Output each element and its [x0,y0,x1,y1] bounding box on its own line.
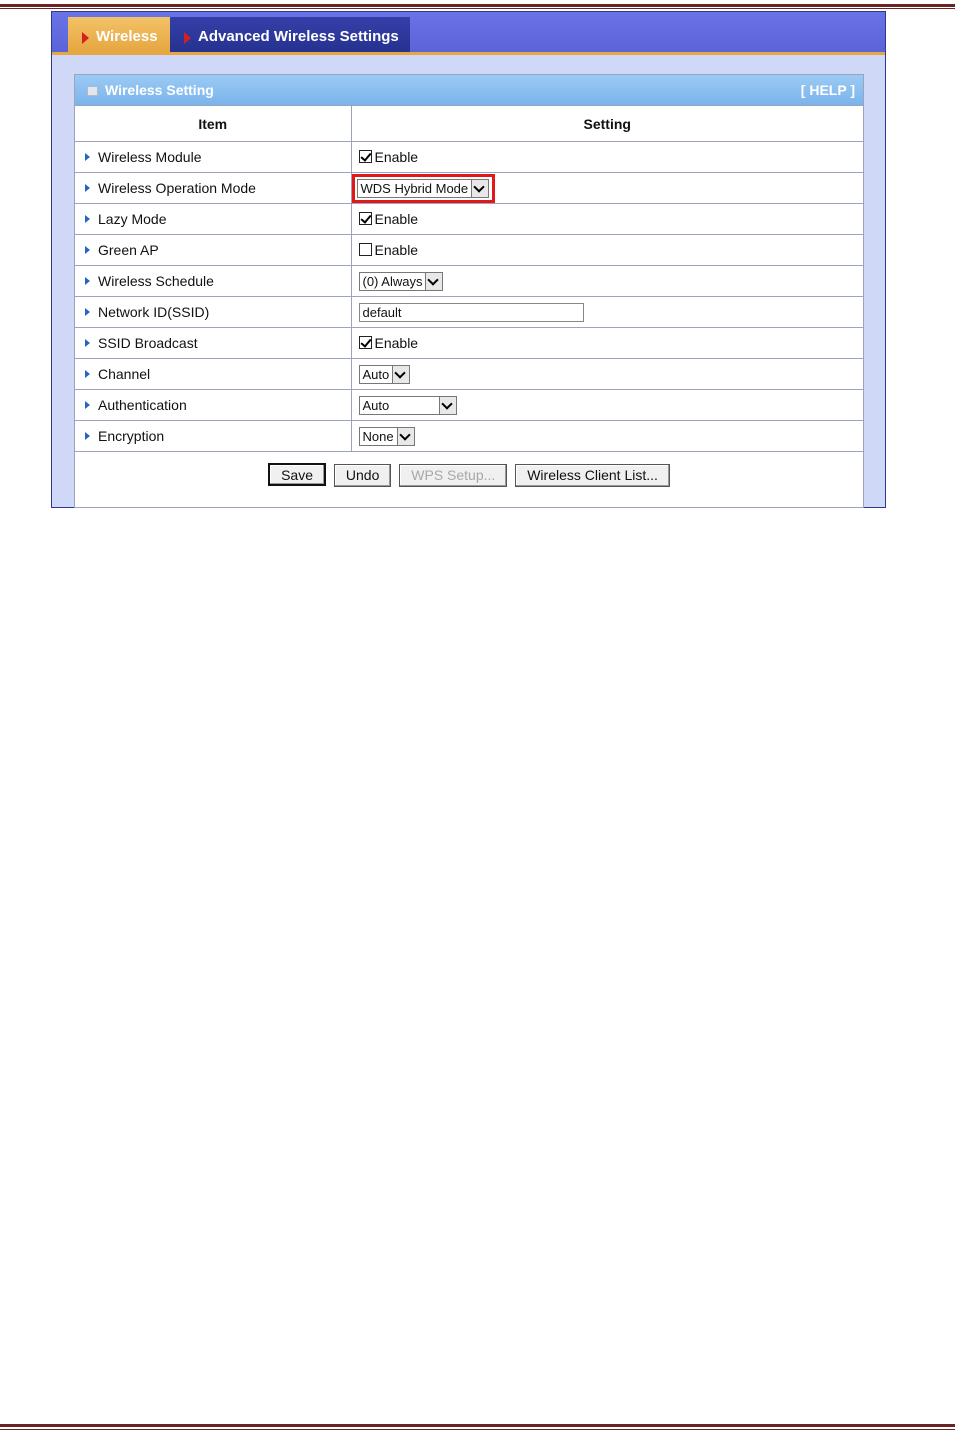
row-wireless-schedule [75,266,863,297]
row-label: Network ID(SSID) [98,304,210,320]
row-label: Encryption [98,428,165,444]
row-arrow-icon [85,339,90,347]
row-arrow-icon [85,184,90,192]
row-encryption [75,421,863,452]
row-arrow-icon [85,370,90,378]
row-green-ap [75,235,863,266]
select-value: (0) Always [362,273,423,289]
highlight-box [352,174,496,203]
checkbox-label: Enable [374,242,419,258]
ssid-input[interactable]: default [359,303,584,322]
row-label: Wireless Schedule [98,273,214,289]
panel-bullet-icon [87,86,98,96]
encryption-select[interactable] [359,427,415,446]
tab-advanced-label: Advanced Wireless Settings [198,28,399,45]
router-screenshot-frame [51,11,886,508]
tab-bar [52,12,885,55]
row-label: Channel [98,366,151,382]
button-row [75,452,863,498]
chevron-down-icon[interactable] [392,366,409,383]
ssid-broadcast-checkbox[interactable] [359,336,372,349]
select-value: WDS Hybrid Mode [360,180,469,196]
page-bottom-rule [0,1424,955,1427]
select-value: Auto [362,366,390,382]
column-header-item: Item [75,106,351,142]
row-arrow-icon [85,308,90,316]
row-arrow-icon [85,246,90,254]
row-label: Lazy Mode [98,211,167,227]
checkbox-label: Enable [374,211,419,227]
chevron-down-icon[interactable] [471,180,488,197]
row-operation-mode [75,173,863,204]
wireless-setting-panel [74,74,864,508]
row-arrow-icon [85,277,90,285]
table-header-row [75,106,863,142]
page-top-rule [0,4,955,7]
row-wireless-module [75,142,863,173]
row-arrow-icon [85,153,90,161]
wireless-client-list-button[interactable]: Wireless Client List... [515,464,670,487]
row-channel [75,359,863,390]
tab-wireless[interactable] [68,17,170,52]
chevron-down-icon[interactable] [425,273,442,290]
green-ap-checkbox[interactable] [359,243,372,256]
save-button[interactable]: Save [268,463,326,486]
row-lazy-mode [75,204,863,235]
checkbox-label: Enable [374,149,419,165]
wireless-module-checkbox[interactable] [359,150,372,163]
column-header-setting: Setting [351,106,863,142]
chevron-down-icon[interactable] [397,428,414,445]
row-label: Authentication [98,397,187,413]
row-authentication [75,390,863,421]
channel-select[interactable] [359,365,411,384]
row-arrow-icon [85,401,90,409]
row-arrow-icon [85,432,90,440]
select-value: Auto [362,397,390,413]
row-arrow-icon [85,215,90,223]
row-ssid [75,297,863,328]
row-ssid-broadcast [75,328,863,359]
row-label: Green AP [98,242,159,258]
settings-table [75,105,863,498]
row-label: SSID Broadcast [98,335,198,351]
chevron-down-icon[interactable] [439,397,456,414]
operation-mode-select[interactable] [357,179,490,198]
page-top-rule-thin [0,8,955,9]
help-link[interactable]: [ HELP ] [800,82,855,98]
select-value: None [362,428,394,444]
checkbox-label: Enable [374,335,419,351]
page-bottom-rule-thin [0,1429,955,1430]
panel-header [75,75,863,105]
tab-advanced-wireless-settings[interactable] [170,17,410,52]
tab-arrow-icon [82,32,89,44]
wps-setup-button: WPS Setup... [399,464,507,487]
lazy-mode-checkbox[interactable] [359,212,372,225]
tab-arrow-icon [184,32,191,44]
schedule-select[interactable] [359,272,444,291]
tab-wireless-label: Wireless [96,28,158,45]
undo-button[interactable]: Undo [334,464,391,487]
panel-title: Wireless Setting [105,82,214,98]
authentication-select[interactable] [359,396,457,415]
row-label: Wireless Operation Mode [98,180,256,196]
row-label: Wireless Module [98,149,202,165]
